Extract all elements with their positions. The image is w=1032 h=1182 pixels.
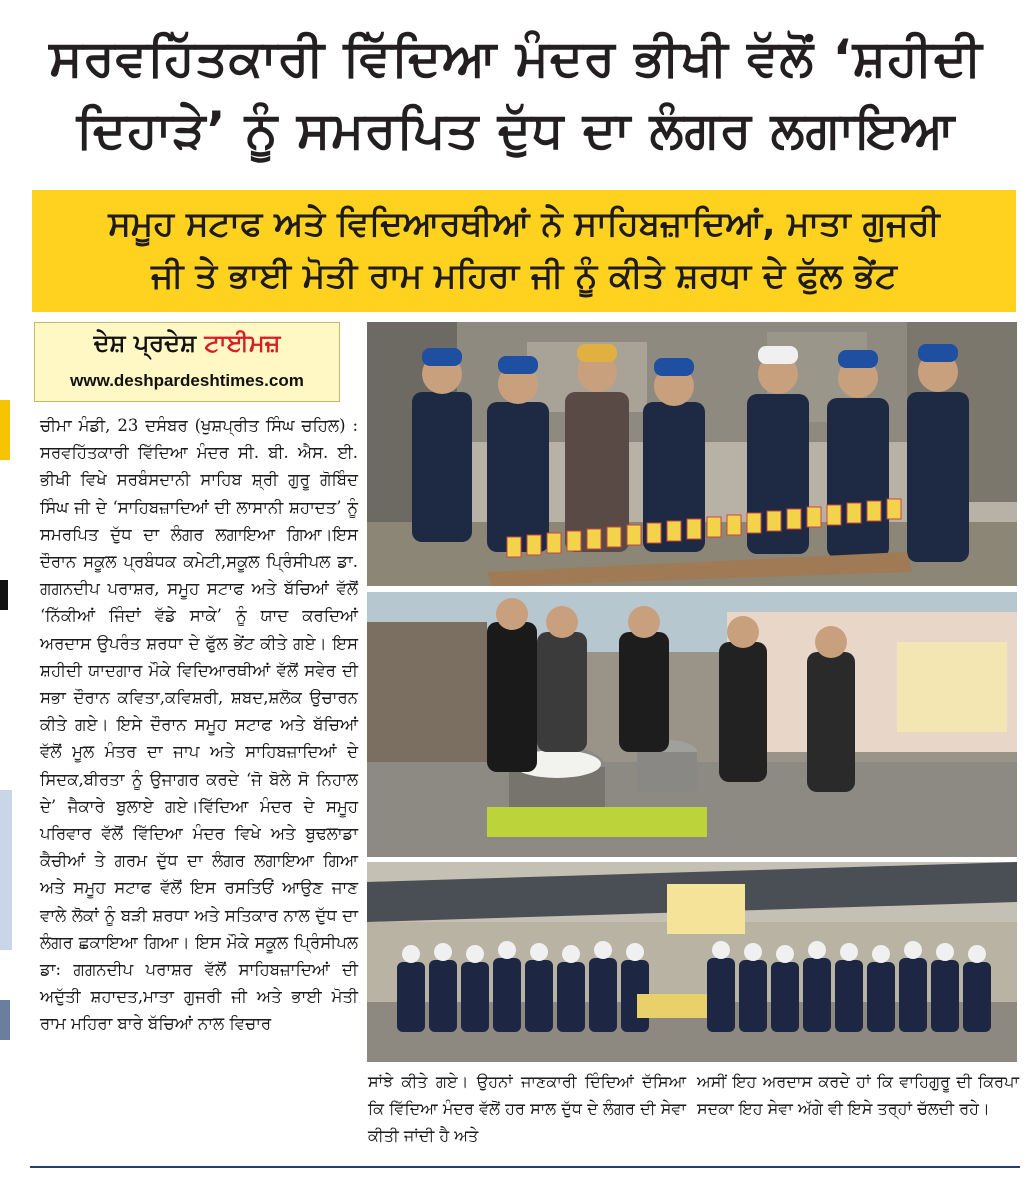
headline-line-1: ਸਰਵਹਿੱਤਕਾਰੀ ਵਿੱਦਿਆ ਮੰਦਰ ਭੀਖੀ ਵੱਲੋਂ ‘ਸ਼ਹੀਦੀ bbox=[49, 29, 983, 87]
photo-group-prayer bbox=[367, 862, 1017, 1062]
logo-url: www.deshpardeshtimes.com bbox=[70, 371, 304, 390]
newspaper-logo bbox=[34, 322, 340, 402]
article-column-3: ਅਸੀਂ ਇਹ ਅਰਦਾਸ ਕਰਦੇ ਹਾਂ ਕਿ ਵਾਹਿਗੁਰੂ ਦੀ ਕਿਰਪਾ ਸਦਕਾ ਇਹ ਸੇਵਾ ਅੱਗੇ ਵੀ ਇਸੇ ਤਰ੍ਹਾਂ ਚੱਲਦੀ ਰਹੇ। bbox=[697, 1072, 1019, 1118]
subheadline-line-2: ਜੀ ਤੇ ਭਾਈ ਮੋਤੀ ਰਾਮ ਮਹਿਰਾ ਜੀ ਨੂੰ ਕੀਤੇ ਸ਼ਰਧਾ ਦੇ ਫੁੱਲ ਭੇਂਟ bbox=[151, 256, 897, 296]
headline bbox=[14, 22, 1018, 166]
subheadline-line-1: ਸਮੂਹ ਸਟਾਫ ਅਤੇ ਵਿਦਿਆਰਥੀਆਂ ਨੇ ਸਾਹਿਬਜ਼ਾਦਿਆਂ, ਮਾਤਾ ਗੁਜਰੀ bbox=[108, 204, 940, 244]
logo-title bbox=[35, 329, 339, 357]
subheadline-band bbox=[32, 190, 1016, 312]
bottom-rule bbox=[30, 1166, 1020, 1168]
logo-name-part-2: ਟਾਈਮਜ਼ bbox=[204, 329, 281, 357]
article-column-2: ਸਾਂਝੇ ਕੀਤੇ ਗਏ। ਉਹਨਾਂ ਜਾਣਕਾਰੀ ਦਿੰਦਿਆਂ ਦੱਸਿਆ ਕਿ ਵਿੱਦਿਆ ਮੰਦਰ ਵੱਲੋਂ ਹਰ ਸਾਲ ਦੁੱਧ ਦੇ ਲੰਗਰ ਦੀ ਸੇਵਾ ਕੀਤੀ ਜਾਂਦੀ ਹੈ ਅਤੇ bbox=[368, 1072, 686, 1145]
adjacent-page-strip bbox=[0, 0, 14, 1178]
headline-line-2: ਦਿਹਾੜੇ’ ਨੂੰ ਸਮਰਪਿਤ ਦੁੱਧ ਦਾ ਲੰਗਰ ਲਗਾਇਆ bbox=[76, 101, 956, 159]
logo-name-part-1: ਦੇਸ਼ ਪ੍ਰਦੇਸ਼ bbox=[93, 329, 205, 357]
article-body: ਚੀਮਾ ਮੰਡੀ, 23 ਦਸੰਬਰ (ਖੁਸ਼ਪ੍ਰੀਤ ਸਿੰਘ ਚਹਿਲ) : ਸਰਵਹਿੱਤਕਾਰੀ ਵਿੱਦਿਆ ਮੰਦਰ ਸੀ. ਬੀ. ਐਸ. ਈ. ਭੀਖੀ ਵਿਖੇ ਸਰਬੰਸਦਾਨੀ ਸਾਹਿਬ ਸ਼੍ਰੀ ਗੁਰੂ ਗੋਬਿੰਦ ਸਿੰਘ ਜੀ ਦੇ ‘ਸਾਹਿਬਜ਼ਾਦਿਆਂ ਦੀ ਲਾਸਾਨੀ ਸ਼ਹਾਦਤ’ ਨੂੰ ਸਮਰਪਿਤ ਦੁੱਧ ਦਾ ਲੰਗਰ ਲਗਾਇਆ ਗਿਆ।ਇਸ ਦੌਰਾਨ ਸਕੂਲ ਪ੍ਰਬੰਧਕ ਕਮੇਟੀ,ਸਕੂਲ ਪ੍ਰਿੰਸੀਪਲ ਡਾ. ਗਗਨਦੀਪ ਪਰਾਸ਼ਰ, ਸਮੂਹ ਸਟਾਫ ਅਤੇ ਬੱਚਿਆਂ ਵੱਲੋਂ ‘ਨਿੱਕੀਆਂ ਜਿੰਦਾਂ ਵੱਡੇ ਸਾਕੇ’ ਨੂੰ ਯਾਦ ਕਰਦਿਆਂ ਅਰਦਾਸ ਉਪਰੰਤ ਸ਼ਰਧਾ ਦੇ ਫੁੱਲ ਭੇਂਟ ਕੀਤੇ ਗਏ। ਇਸ ਸ਼ਹੀਦੀ ਯਾਦਗਾਰ ਮੌਕੇ ਵਿਦਿਆਰਥੀਆਂ ਵੱਲੋਂ ਸਵੇਰ ਦੀ ਸਭਾ ਦੌਰਾਨ ਕਵਿਤਾ,ਕਵਿਸ਼ਰੀ, ਸ਼ਬਦ,ਸ਼ਲੋਕ ਉਚਾਰਨ ਕੀਤੇ ਗਏ। ਇਸੇ ਦੌਰਾਨ ਸਮੂਹ ਸਟਾਫ ਅਤੇ ਬੱਚਿਆਂ ਵੱਲੋਂ ਮੂਲ ਮੰਤਰ ਦਾ ਜਾਪ ਅਤੇ ਸਾਹਿਬਜ਼ਾਦਿਆਂ ਦੇ ਸਿਦਕ,ਬੀਰਤਾ ਨੂੰ ਉਜਾਗਰ ਕਰਦੇ ‘ਜੋ ਬੋਲੇ ਸੋ ਨਿਹਾਲ ਦੇ’ ਜੈਕਾਰੇ ਬੁਲਾਏ ਗਏ।ਵਿੱਦਿਆ ਮੰਦਰ ਦੇ ਸਮੂਹ ਪਰਿਵਾਰ ਵੱਲੋਂ ਵਿੱਦਿਆ ਮੰਦਰ ਵਿਖੇ ਅਤੇ ਬੁਢਲਾਡਾ ਕੈਚੀਆਂ ਤੇ ਗਰਮ ਦੁੱਧ ਦਾ ਲੰਗਰ ਲਗਾਇਆ ਗਿਆ ਅਤੇ ਸਮੂਹ ਸਟਾਫ ਵੱਲੋਂ ਇਸ ਰਸਤਿਓਂ ਆਉਣ ਜਾਣ ਵਾਲੇ ਲੋਕਾਂ ਨੂੰ ਬੜੀ ਸ਼ਰਧਾ ਅਤੇ ਸਤਿਕਾਰ ਨਾਲ ਦੁੱਧ ਦਾ ਲੰਗਰ ਛਕਾਇਆ ਗਿਆ। ਇਸ ਮੌਕੇ ਸਕੂਲ ਪ੍ਰਿੰਸੀਪਲ ਡਾ: ਗਗਨਦੀਪ ਪਰਾਸ਼ਰ ਵੱਲੋਂ ਸਾਹਿਬਜ਼ਾਦਿਆਂ ਦੀ ਅਦੁੱਤੀ ਸ਼ਹਾਦਤ,ਮਾਤਾ ਗੁਜਰੀ ਜੀ ਅਤੇ ਭਾਈ ਮੋਤੀ ਰਾਮ ਮਹਿਰਾ ਬਾਰੇ ਬੱਚਿਆਂ ਨਾਲ ਵਿਚਾਰ bbox=[40, 416, 358, 1034]
photo-cooking-milk bbox=[367, 592, 1017, 857]
photo-students-with-cups bbox=[367, 322, 1017, 586]
